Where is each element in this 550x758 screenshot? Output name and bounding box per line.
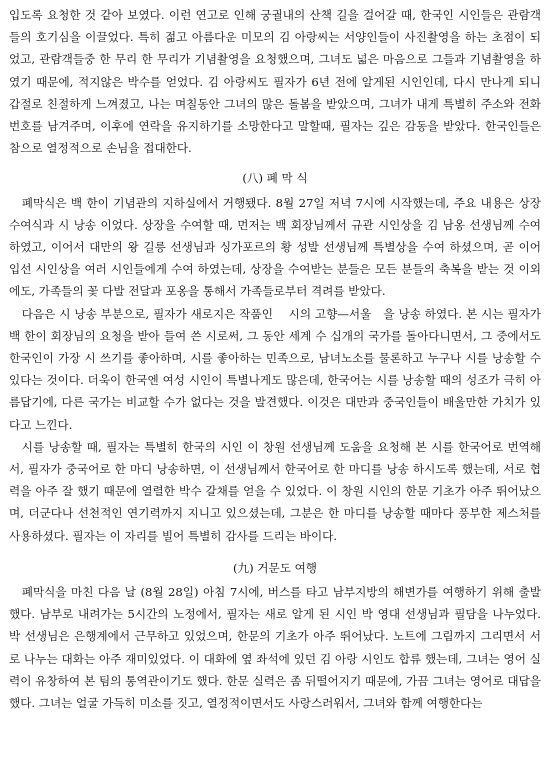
section-8-paragraph-1: 폐막식은 백 한이 기념관의 지하실에서 거행됐다. 8월 27일 저녁 7시에 시작했는데, 주요 내용은 상장 수여식과 시 낭송 이었다. 상장을 수여할 때, 먼저는 백 회장님께서 규관 시인상을 김 남옹 선생님께 수여하였고, 이어서 대만의 왕 길릉 선생님과 싱가포르의 황 성발 선생님께 특별상을 수여 하셨으며, 곧 이어 입선 시인상을 여러 시인들에게 수여 하였는데, 상장을 수여받는 분들은 모든 분들의 축복을 받는 것 이외에도, 가족들의 꽃 다발 전달과 포옹을 통해서 가족들로부터 격려를 받았다. (9, 195, 541, 299)
intro-paragraph: 입도록 요청한 것 같아 보였다. 이런 연고로 인해 궁궐내의 산책 길을 걸어갈 때, 한국인 시인들은 관람객들의 호기심을 이끌었다. 특히 젊고 아름다운 미모의 김 아랑씨는 서양인들이 사진촬영을 하는 초점이 되었고, 관람객들중 한 무리 한 무리가 기념촬영을 요청했으며, 그녀도 넓은 마음으로 그들과 기념촬영을 하였기 때문에, 적지않은 박수를 얻었다. 김 아랑씨도 필자가 6년 전에 알게된 시인인데, 다시 만나게 되니 갑절로 친절하게 느껴졌고, 나는 며칠동안 그녀의 많은 돌봄을 받았으며, 그녀가 내게 특별히 주소와 전화번호를 남겨주며, 이후에 연락을 유지하기를 소망한다고 말할때, 필자는 깊은 감동을 받았다. 한국인들은 참으로 열정적으로 손님을 접대한다. (9, 8, 541, 156)
section-8-heading: (八) 폐 막 식 (242, 171, 308, 186)
section-9-paragraph-1: 폐막식을 마친 다음 날 (8월 28일) 아침 7시에, 버스를 타고 남부지방의 해변가를 여행하기 위해 출발했다. 남부로 내려가는 5시간의 노정에서, 필자는 새로 알게 된 시인 박 영대 선생님과 필담을 나누었다. 박 선생님은 은행계에서 근무하고 있었으며, 한문의 기초가 아주 뛰어났다. 노트에 그림까지 그리면서 서로 나누는 대화는 아주 재미있었다. 이 대화에 옆 좌석에 있던 김 아랑 시인도 합류 했는데, 그녀는 영어 실력이 유창하여 본 팀의 통역관이기도 했다. 한문 실력은 좀 뒤떨어지기 때문에, 가끔 그녀는 영어로 대답을 했다. 그녀는 얼굴 가득히 미소를 짓고, 열정적이면서도 사랑스러워서, 그녀와 함께 여행한다는 (9, 585, 541, 711)
section-9-heading: (九) 거문도 여행 (232, 560, 317, 575)
section-8-paragraph-3: 시를 낭송할 때, 필자는 특별히 한국의 시인 이 창원 선생님께 도움을 요청해 본 시를 한국어로 번역해서, 필자가 중국어로 한 마디 낭송하면, 이 선생님께서 한국어로 한 마디를 낭송 하시도록 했는데, 서로 협력을 아주 잘 했기 때문에 열렬한 박수 갈채를 얻을 수 있었다. 이 창원 시인의 한문 기초가 아주 뛰어났으며, 더군다나 선천적인 연기력까지 지니고 있으셨는데, 그분은 한 마디를 낭송할 때마다 풍부한 제스처를 사용하셨다. 필자는 이 자리를 빌어 특별히 감사를 드리는 바이다. (9, 439, 541, 543)
section-8-paragraph-2: 다음은 시 낭송 부분으로, 필자가 새로지은 작품인 시의 고향—서울 을 낭송 하였다. 본 시는 필자가 백 한이 회장님의 요청을 받아 들여 쓴 시로써, 그 동안 세계 수 십개의 국가를 돌아다니면서, 그 중에서도 한국인이 가장 시 쓰기를 좋아하며, 시를 좋아하는 민족으로, 남녀노소를 물론하고 누구나 시를 낭송할 수 있다는 것이다. 더욱이 한국엔 여성 시인이 특별나게도 많은데, 한국어는 시를 낭송할 때의 성조가 극히 아름답기에, 다른 국가는 비교할 수가 없다는 것을 발견했다. 이것은 대만과 중국인들이 배울만한 가치가 있다고 느낀다. (9, 306, 541, 432)
